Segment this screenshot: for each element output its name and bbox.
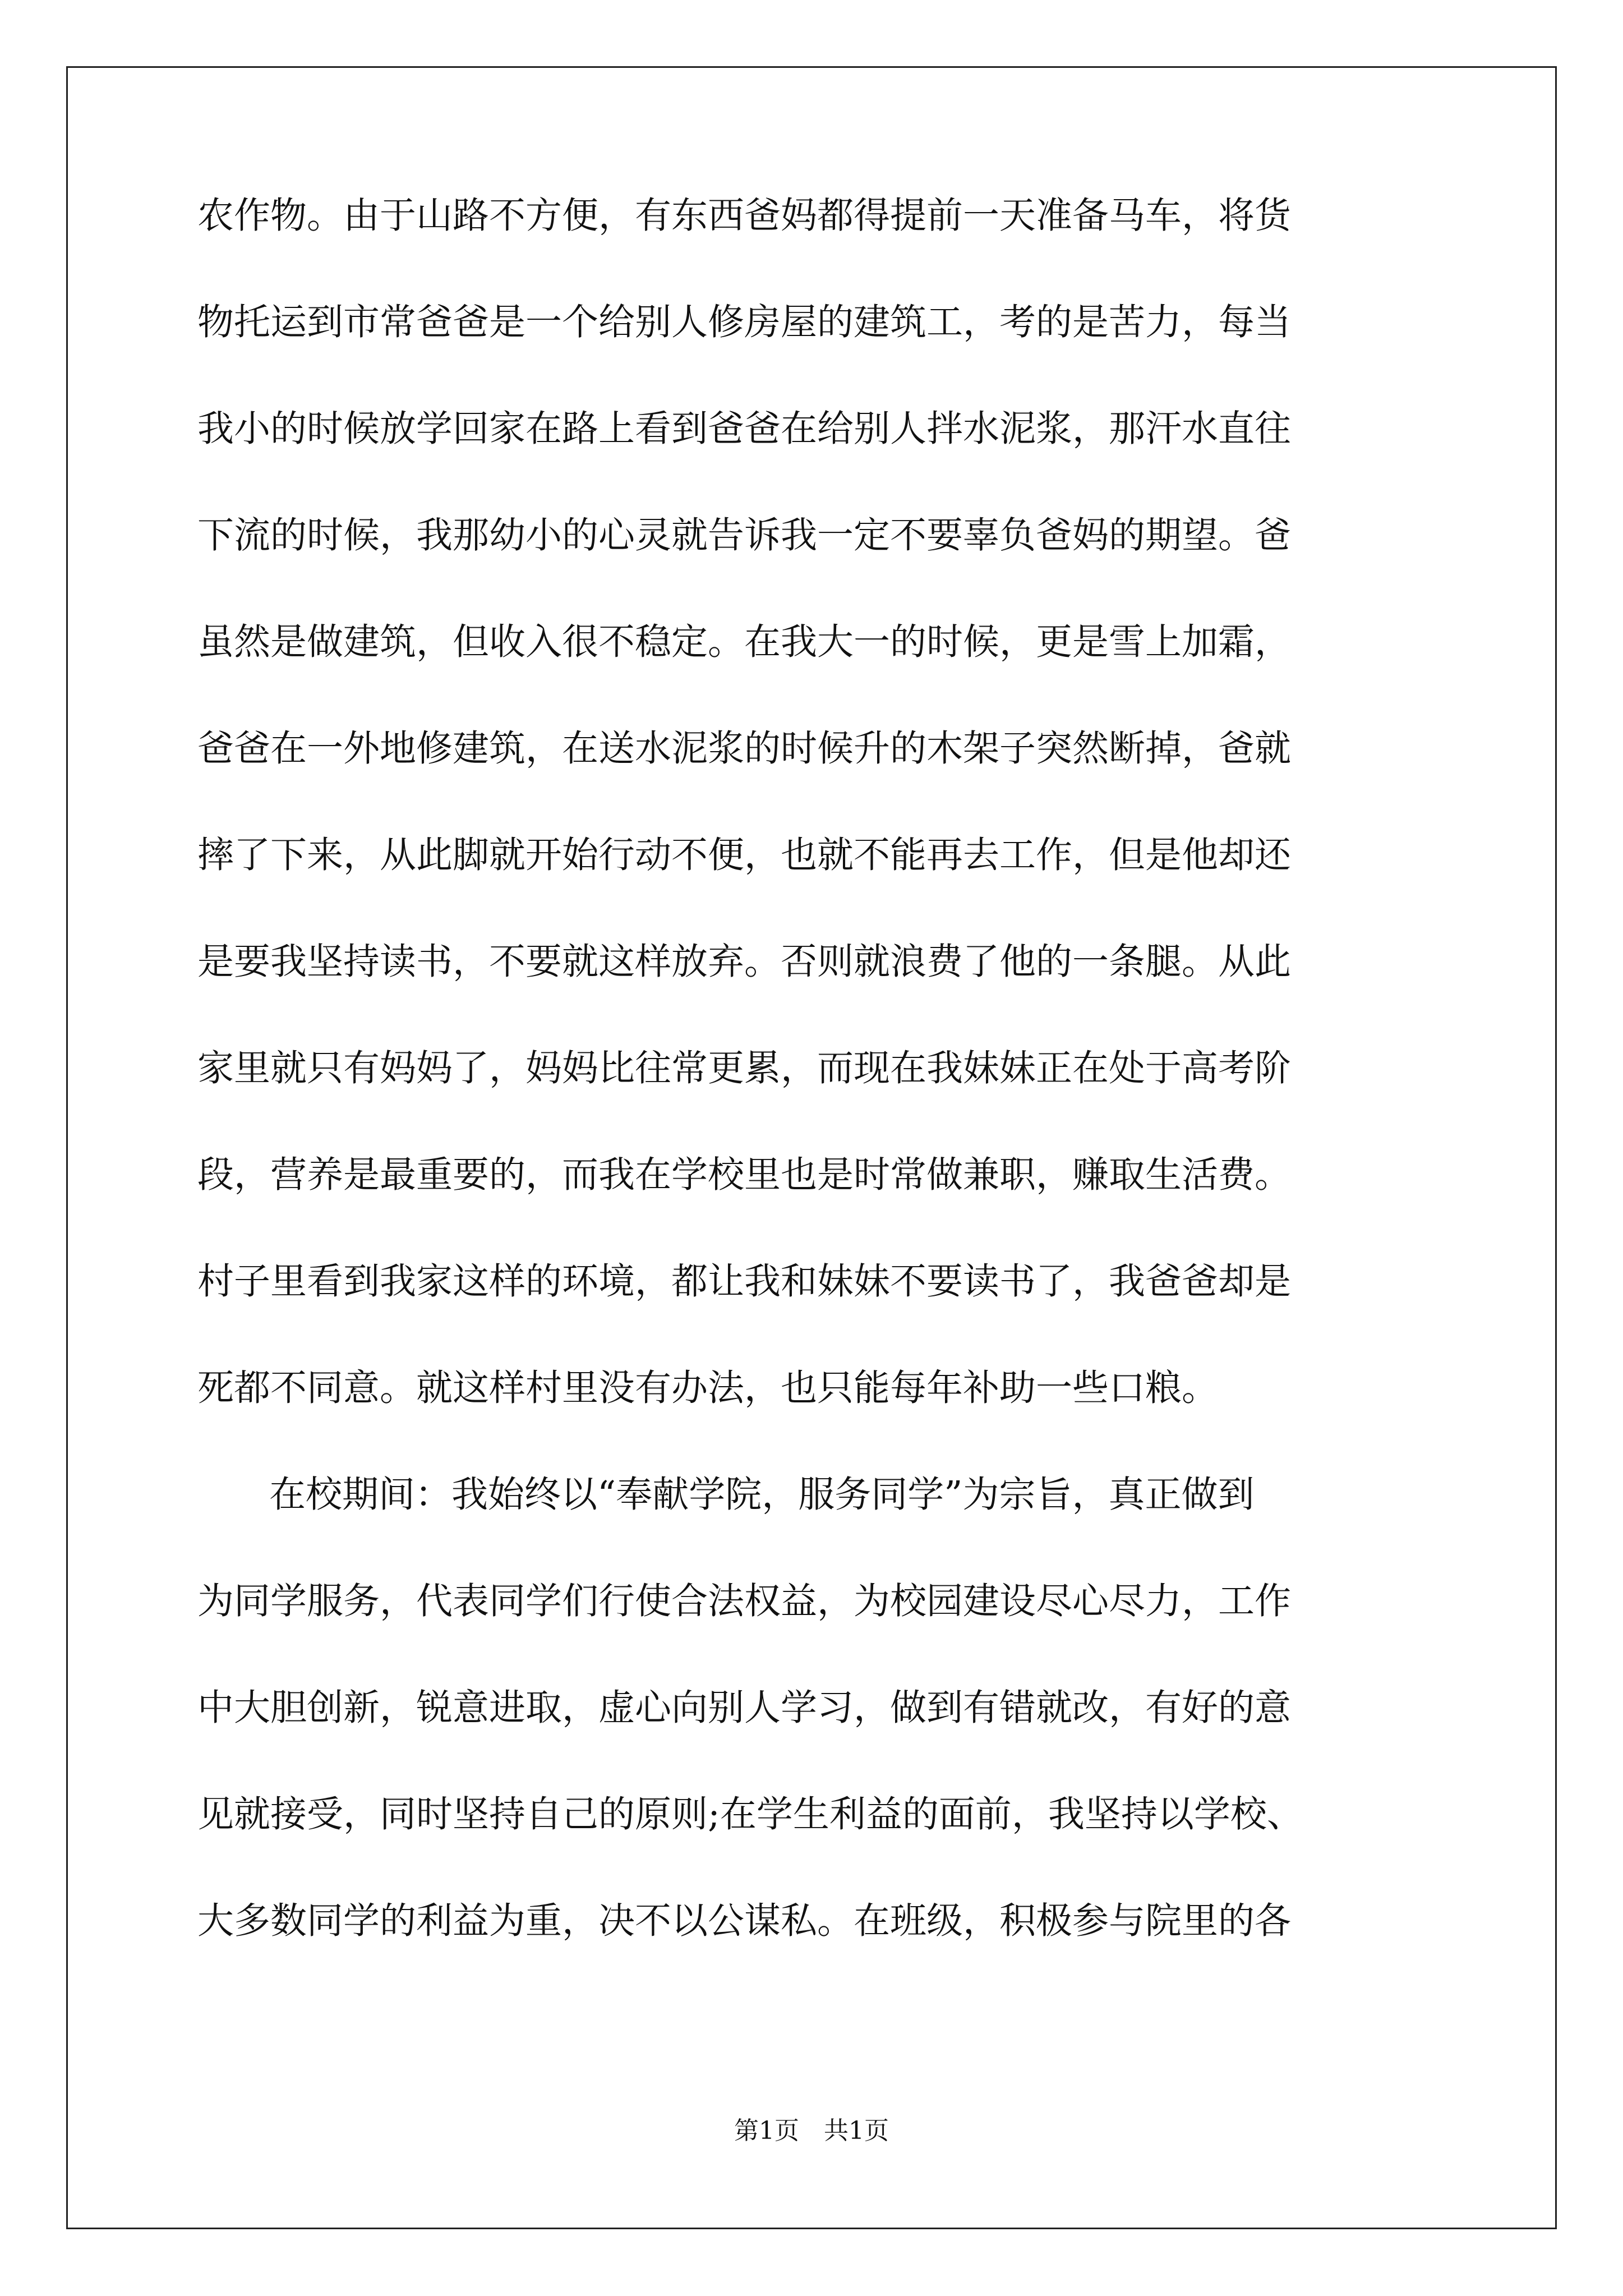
- text-line: 段，营养是最重要的，而我在学校里也是时常做兼职，赚取生活费。: [197, 1154, 1292, 1196]
- text-line: 我小的时候放学回家在路上看到爸爸在给别人拌水泥浆，那汗水直往: [197, 408, 1292, 450]
- paragraph-start-line: 在校期间：我始终以“奉献学院，服务同学”为宗旨，真正做到: [269, 1474, 1255, 1516]
- document-body: [135, 191, 1477, 2087]
- text-line: 见就接受，同时坚持自己的原则;在学生利益的面前，我坚持以学校、: [197, 1793, 1303, 1835]
- text-line: 摔了下来，从此脚就开始行动不便，也就不能再去工作，但是他却还: [197, 834, 1292, 876]
- text-line: 家里就只有妈妈了，妈妈比往常更累，而现在我妹妹正在处于高考阶: [197, 1047, 1292, 1089]
- text-line: 为同学服务，代表同学们行使合法权益，为校园建设尽心尽力，工作: [197, 1580, 1292, 1622]
- text-line: 下流的时候，我那幼小的心灵就告诉我一定不要辜负爸妈的期望。爸: [197, 514, 1292, 556]
- text-line: 中大胆创新，锐意进取，虚心向别人学习，做到有错就改，有好的意: [197, 1687, 1292, 1729]
- page-footer: 第1页 共1页: [734, 2116, 889, 2145]
- text-line: 爸爸在一外地修建筑，在送水泥浆的时候升的木架子突然断掉，爸就: [197, 728, 1292, 770]
- text-line: 死都不同意。就这样村里没有办法，也只能每年补助一些口粮。: [197, 1367, 1219, 1409]
- text-line: 虽然是做建筑，但收入很不稳定。在我大一的时候，更是雪上加霜，: [197, 621, 1292, 663]
- text-line: 是要我坚持读书，不要就这样放弃。否则就浪费了他的一条腿。从此: [197, 941, 1292, 983]
- text-line: 大多数同学的利益为重，决不以公谋私。在班级，积极参与院里的各: [197, 1900, 1292, 1942]
- text-line: 村子里看到我家这样的环境，都让我和妹妹不要读书了，我爸爸却是: [197, 1260, 1292, 1303]
- text-line: 农作物。由于山路不方便，有东西爸妈都得提前一天准备马车，将货: [197, 195, 1292, 237]
- text-line: 物托运到市常爸爸是一个给别人修房屋的建筑工，考的是苦力，每当: [197, 301, 1292, 343]
